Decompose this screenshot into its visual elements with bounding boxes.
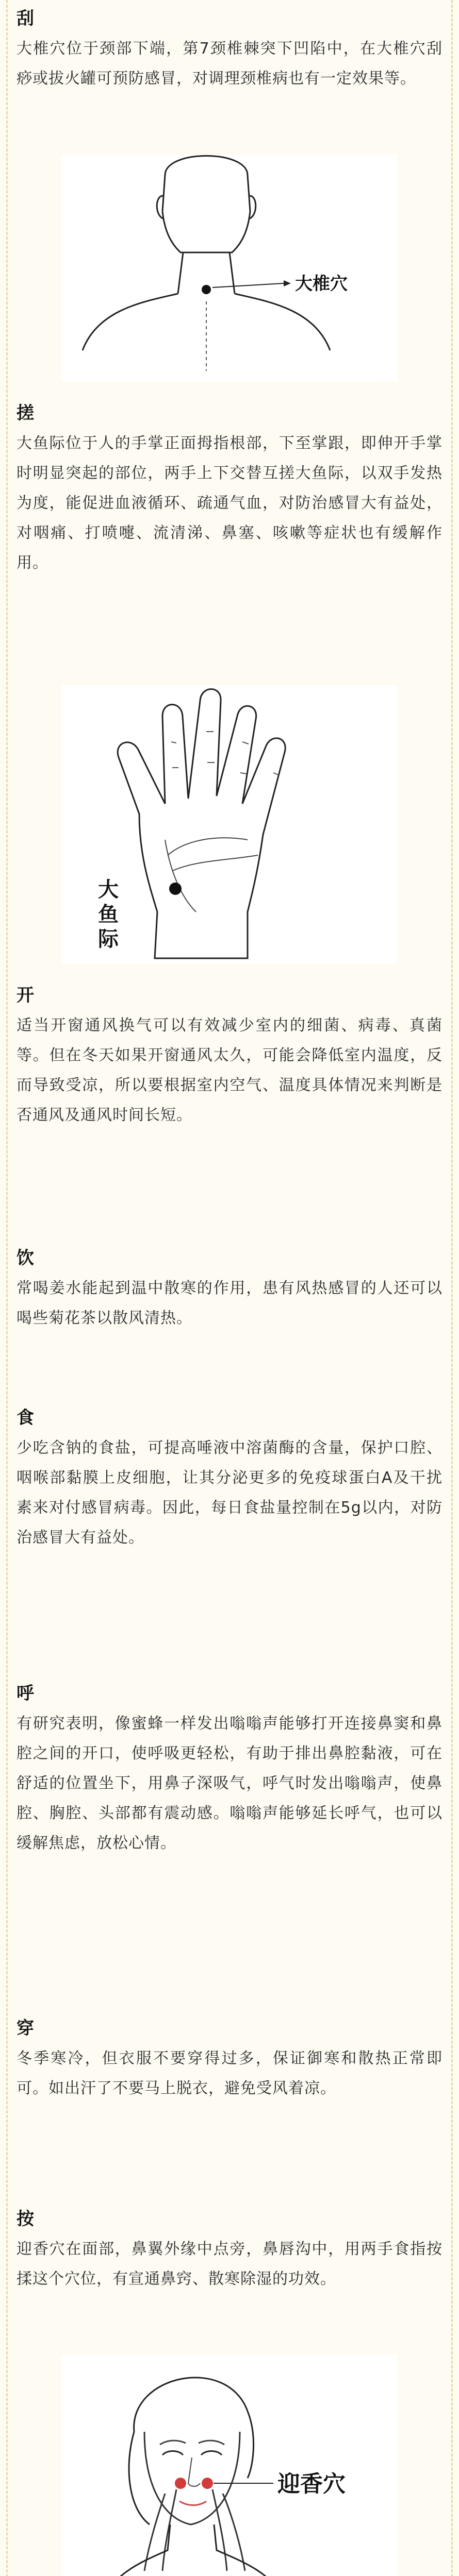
dayuji-label-1: 大 <box>98 877 119 902</box>
section-title: 刮 <box>17 8 34 29</box>
dayuji-label-3: 际 <box>98 927 119 951</box>
palm-drawing <box>62 685 397 963</box>
section-hu <box>17 1682 442 1858</box>
section-text: 迎香穴在面部，鼻翼外缘中点旁，鼻唇沟中，用两手食指按揉这个穴位，有宣通鼻窍、散寒除湿的功效。 <box>17 2240 442 2288</box>
left-dashed-rule <box>6 0 8 2576</box>
section-shi <box>17 1406 442 1553</box>
section-text: 大椎穴位于颈部下端，第7颈椎棘突下凹陷中，在大椎穴刮痧或拔火罐可预防感冒，对调理颈椎病也有一定效果等。 <box>17 40 442 88</box>
dazhui-label: 大椎穴 <box>295 274 348 294</box>
section-an <box>17 2208 442 2294</box>
section-yin <box>17 1247 442 1333</box>
neck-back-drawing <box>62 155 397 381</box>
section-text: 少吃含钠的食盐，可提高唾液中溶菌酶的含量，保护口腔、咽喉部黏膜上皮细胞，让其分泌更多的免疫球蛋白A及干扰素来对付感冒病毒。因此，每日食盐量控制在5g以内，对防治感冒大有益处。 <box>17 1439 442 1547</box>
yingxiang-left-marker <box>175 2478 186 2489</box>
face-illustration <box>62 2354 397 2576</box>
section-gua <box>17 7 442 94</box>
section-text: 适当开窗通风换气可以有效减少室内的细菌、病毒、真菌等。但在冬天如果开窗通风太久，可能会降低室内温度，反而导致受凉，所以要根据室内空气、温度具体情况来判断是否通风及通风时间长短。 <box>17 1016 442 1124</box>
section-text: 常喝姜水能起到温中散寒的作用，患有风热感冒的人还可以喝些菊花茶以散风清热。 <box>17 1279 442 1327</box>
section-title: 呼 <box>17 1683 34 1704</box>
section-kai <box>17 984 442 1130</box>
right-dashed-rule <box>451 0 453 2576</box>
face-drawing <box>62 2354 397 2576</box>
section-chuan <box>17 2017 442 2104</box>
section-title: 穿 <box>17 2018 34 2039</box>
section-title: 开 <box>17 985 34 1006</box>
hand-illustration <box>62 685 397 963</box>
dayuji-label-2: 鱼 <box>98 902 119 926</box>
section-title: 按 <box>17 2209 34 2229</box>
yingxiang-right-marker <box>202 2478 213 2489</box>
section-title: 食 <box>17 1408 34 1428</box>
dayuji-point-marker <box>169 883 182 895</box>
yingxiang-label: 迎香穴 <box>277 2471 346 2497</box>
section-text: 有研究表明，像蜜蜂一样发出嗡嗡声能够打开连接鼻窦和鼻腔之间的开口，使呼吸更轻松，有助于排出鼻腔黏液，可在舒适的位置坐下，用鼻子深吸气，呼气时发出嗡嗡声，使鼻腔、胸腔、头部都有震动感。嗡嗡声能够延长呼气，也可以缓解焦虑，放松心情。 <box>17 1715 442 1852</box>
section-text: 冬季寒冷，但衣服不要穿得过多，保证御寒和散热正常即可。如出汗了不要马上脱衣，避免受风着凉。 <box>17 2049 442 2097</box>
dazhui-illustration <box>62 155 397 381</box>
dazhui-point-marker <box>202 285 211 294</box>
section-cuo <box>17 402 442 578</box>
section-title: 搓 <box>17 403 34 423</box>
section-text: 大鱼际位于人的手掌正面拇指根部，下至掌跟，即伸开手掌时明显突起的部位，两手上下交替互搓大鱼际，以双手发热为度，能促进血液循环、疏通气血，对防治感冒大有益处，对咽痛、打喷嚏、流清涕、鼻塞、咳嗽等症状也有缓解作用。 <box>17 434 442 572</box>
section-title: 饮 <box>17 1248 34 1268</box>
